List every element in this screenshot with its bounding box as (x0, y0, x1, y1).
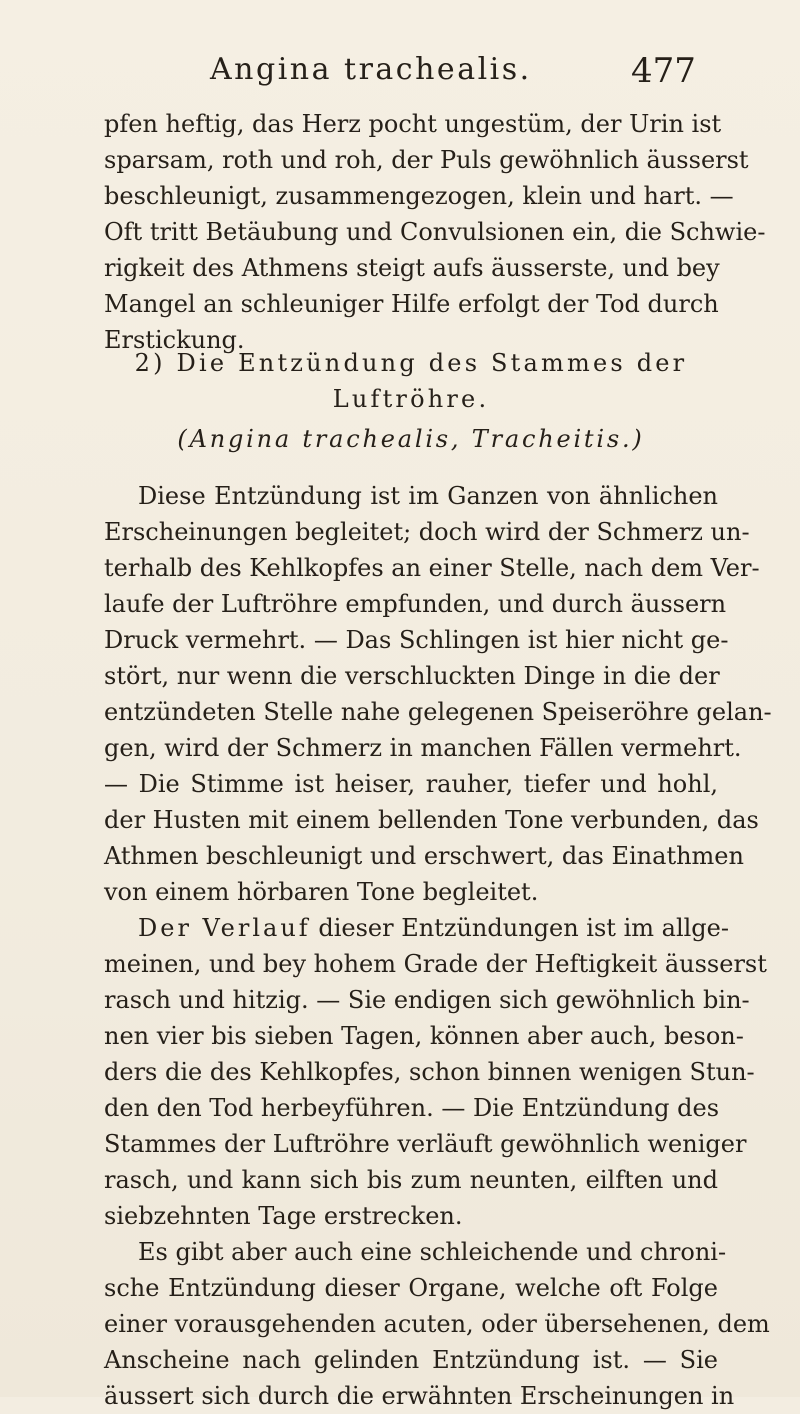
text-line: sche Entzündung dieser Organe, welche oft Folge (104, 1274, 718, 1302)
lead-word: Der Verlauf (138, 914, 311, 942)
text-line: meinen, und bey hohem Grade der Heftigkeit äusserst (104, 950, 767, 978)
text-line: rasch und hitzig. — Sie endigen sich gewöhnlich bin- (104, 986, 750, 1014)
text-line: nen vier bis sieben Tagen, können aber auch, beson- (104, 1022, 744, 1050)
text-line: Anscheine nach gelinden Entzündung ist. — Sie (104, 1346, 718, 1374)
text-line: entzündeten Stelle nahe gelegenen Speiseröhre gelan- (104, 698, 772, 726)
paragraph-1 (104, 106, 766, 358)
text-line: Athmen beschleunigt und erschwert, das Einathmen (104, 842, 744, 870)
text-line: äussert sich durch die erwähnten Erscheinungen in (104, 1382, 735, 1410)
text-line: pfen heftig, das Herz pocht ungestüm, der Urin ist (104, 110, 722, 138)
text-line: Druck vermehrt. — Das Schlingen ist hier nicht ge- (104, 626, 729, 654)
text-line: der Husten mit einem bellenden Tone verbunden, das (104, 806, 759, 834)
text-line: beschleunigt, zusammengezogen, klein und hart. — (104, 182, 734, 210)
text-line: — Die Stimme ist heiser, rauher, tiefer und hohl, (104, 770, 718, 798)
section-subtitle: (Angina trachealis, Tracheitis.) (177, 425, 645, 453)
text-line: Stammes der Luftröhre verläuft gewöhnlich weniger (104, 1130, 747, 1158)
text-line: siebzehnten Tage erstrecken. (104, 1202, 463, 1230)
text-line: den den Tod herbeyführen. — Die Entzündung des (104, 1094, 720, 1122)
text-line: Mangel an schleuniger Hilfe erfolgt der Tod durch (104, 290, 719, 318)
text-line: Oft tritt Betäubung und Convulsionen ein, die Schwie- (104, 218, 766, 246)
body-text (104, 478, 772, 1414)
text-line: rasch, und kann sich bis zum neunten, eilften und (104, 1166, 718, 1194)
text-line (104, 910, 729, 946)
text-line: Erscheinungen begleitet; doch wird der Schmerz un- (104, 518, 750, 546)
text-line: von einem hörbaren Tone begleitet. (104, 878, 539, 906)
text-line: sparsam, roth und roh, der Puls gewöhnlich äusserst (104, 146, 749, 174)
running-head (0, 50, 800, 98)
text-line: einer vorausgehenden acuten, oder übersehenen, dem (104, 1310, 770, 1338)
text-line: Erstickung. (104, 326, 245, 354)
text-line: Es gibt aber auch eine schleichende und chroni- (138, 1238, 727, 1266)
paragraph-3 (104, 910, 767, 1234)
paragraph-4 (104, 1234, 770, 1414)
page-number: 477 (631, 51, 696, 91)
section-title-line-1: Die Entzündung des Stammes der (176, 349, 688, 377)
text-line: stört, nur wenn die verschluckten Dinge in die der (104, 662, 720, 690)
section-title-line-2: Luftröhre. (332, 385, 490, 413)
text-line: terhalb des Kehlkopfes an einer Stelle, nach dem Ver- (104, 554, 760, 582)
text-line: Diese Entzündung ist im Ganzen von ähnlichen (138, 482, 718, 510)
text-line: laufe der Luftröhre empfunden, und durch äussern (104, 590, 727, 618)
running-title: Angina trachealis. (210, 52, 532, 87)
text-fragment: dieser Entzündungen ist im allge- (318, 914, 729, 942)
text-line: ders die des Kehlkopfes, schon binnen wenigen Stun- (104, 1058, 755, 1086)
paragraph-2 (104, 478, 772, 910)
section-heading (104, 345, 718, 417)
text-line: gen, wird der Schmerz in manchen Fällen vermehrt. (104, 734, 742, 762)
text-line: rigkeit des Athmens steigt aufs äusserste, und bey (104, 254, 720, 282)
section-number: 2) (134, 349, 166, 377)
